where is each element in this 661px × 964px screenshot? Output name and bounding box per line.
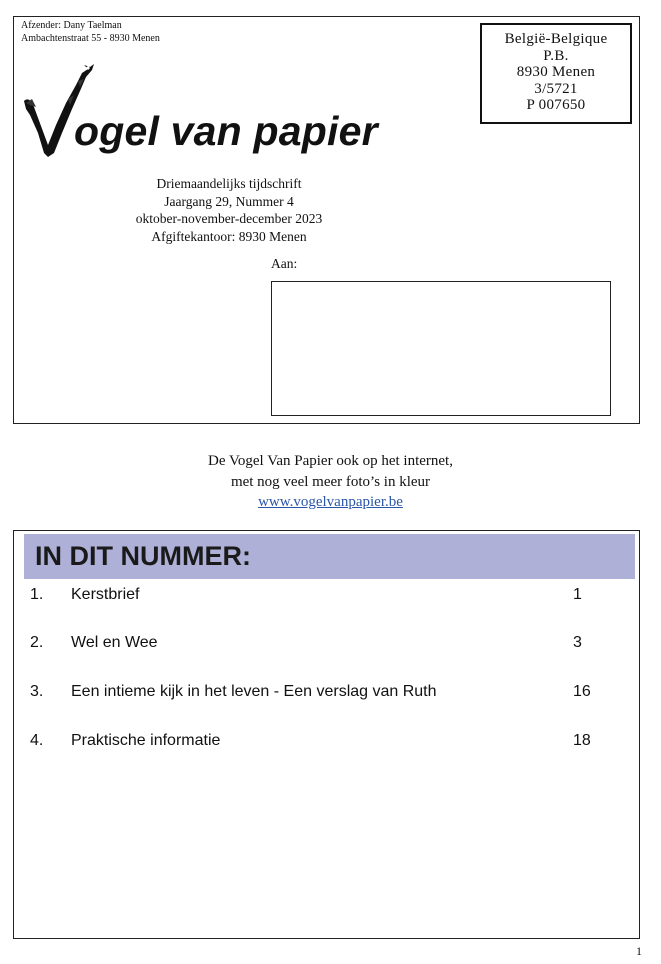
toc-item-number: 2. xyxy=(30,634,44,651)
magazine-logo xyxy=(22,63,402,163)
publication-info xyxy=(114,175,344,245)
toc-item-page: 16 xyxy=(573,683,591,700)
sender-name: Afzender: Dany Taelman xyxy=(21,20,122,31)
postage-city: 8930 Menen xyxy=(516,64,596,80)
toc-item[interactable] xyxy=(14,586,641,608)
toc-item-number: 3. xyxy=(30,683,44,700)
sender-address xyxy=(21,19,160,45)
toc-item[interactable] xyxy=(14,732,641,754)
contents-header xyxy=(24,534,635,579)
recipient-address-box xyxy=(271,281,611,416)
website-notice xyxy=(0,451,661,513)
toc-item-number: 1. xyxy=(30,586,44,603)
toc-item-title: Wel en Wee xyxy=(71,634,158,651)
toc-item[interactable] xyxy=(14,634,641,656)
table-of-contents xyxy=(13,530,640,939)
toc-item-number: 4. xyxy=(30,732,44,749)
postage-stamp-box xyxy=(480,23,632,124)
toc-item-page: 18 xyxy=(573,732,591,749)
toc-item-title: Kerstbrief xyxy=(71,586,140,603)
magazine-name: ogel van papier xyxy=(74,108,378,154)
postage-country: België-Belgique xyxy=(504,31,608,47)
toc-item[interactable] xyxy=(14,683,641,705)
postage-permit: P 007650 xyxy=(526,97,586,113)
toc-item-page: 3 xyxy=(573,634,582,651)
toc-item-title: Een intieme kijk in het leven - Een verslag van Ruth xyxy=(71,683,437,700)
publication-period: oktober-november-december 2023 xyxy=(135,211,323,226)
publication-office: Afgiftekantoor: 8930 Menen xyxy=(151,228,307,244)
website-notice-line2: met nog veel meer foto’s in kleur xyxy=(230,473,431,490)
toc-item-page: 1 xyxy=(573,586,582,603)
contents-title: IN DIT NUMMER: xyxy=(35,541,251,571)
website-link[interactable]: www.vogelvanpapier.be xyxy=(258,494,403,510)
mailing-panel xyxy=(13,16,640,424)
postage-pb: P.B. xyxy=(543,47,569,64)
sender-street: Ambachtenstraat 55 - 8930 Menen xyxy=(21,33,160,44)
toc-item-title: Praktische informatie xyxy=(71,732,221,749)
publication-volume: Jaargang 29, Nummer 4 xyxy=(164,193,294,209)
website-notice-line1: De Vogel Van Papier ook op het internet, xyxy=(208,453,453,469)
recipient-label: Aan: xyxy=(271,256,298,271)
postage-code: 3/5721 xyxy=(534,80,578,97)
publication-type: Driemaandelijks tijdschrift xyxy=(156,176,302,191)
page-number: 1 xyxy=(636,944,642,958)
